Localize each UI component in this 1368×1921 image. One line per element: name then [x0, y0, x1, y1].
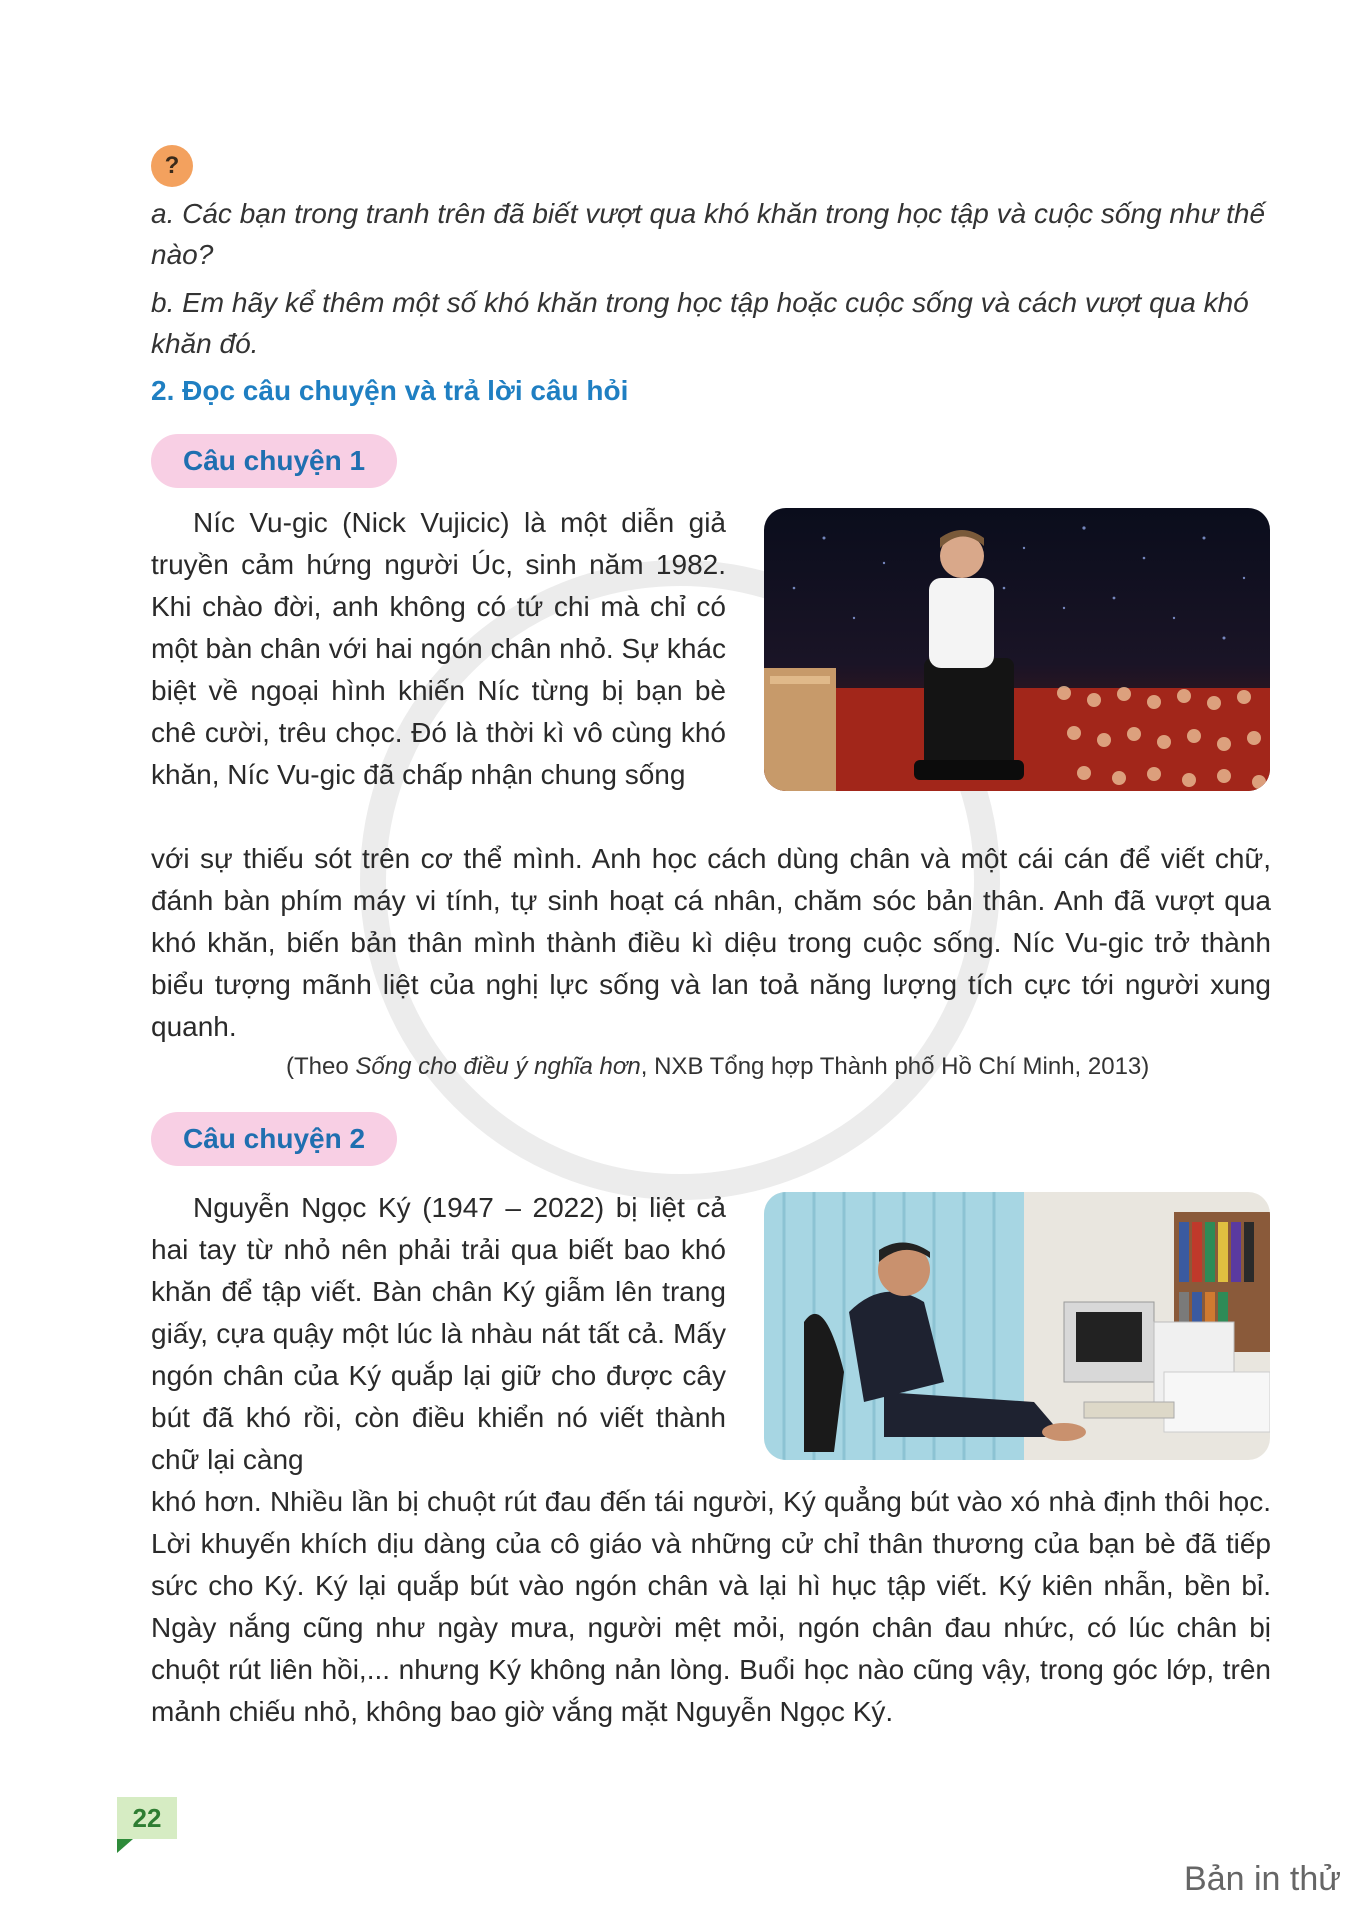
nguyen-ngoc-ky-writing-image — [764, 1192, 1270, 1460]
story2-text-left: Nguyễn Ngọc Ký (1947 – 2022) bị liệt cả hai tay từ nhỏ nên phải trải qua biết bao khó khăn để tập viết. Bàn chân Ký giẫm lên trang giấy, cựa quậy một lúc là nhàu nát tất cả. Mấy ngón chân của Ký quắp lại giữ cho được cây bút đã khó rồi, còn điều khiển nó viết thành chữ lại càng — [151, 1192, 726, 1475]
question-icon: ? — [151, 145, 193, 187]
section-title: 2. Đọc câu chuyện và trả lời câu hỏi — [151, 375, 629, 406]
proof-label: Bản in thử — [1184, 1860, 1341, 1898]
story1-text-full: với sự thiếu sót trên cơ thể mình. Anh học cách dùng chân và một cái cán để viết chữ, đánh bàn phím máy vi tính, tự sinh hoạt cá nhân, chăm sóc bản thân. Anh đã vượt qua khó khăn, biến bản thân mình thành điều kì diệu trong cuộc sống. Níc Vu-gic trở thành biểu tượng mãnh liệt của nghị lực sống và lan toả năng lượng tích cực tới người xung quanh. — [151, 843, 1271, 1042]
question-a: a. Các bạn trong tranh trên đã biết vượt qua khó khăn trong học tập và cuộc sống như thế nào? — [151, 198, 1266, 270]
story1-label: Câu chuyện 1 — [151, 434, 397, 488]
story2-label: Câu chuyện 2 — [151, 1112, 397, 1166]
page-number-tab — [117, 1839, 133, 1853]
story2-photo — [764, 1192, 1270, 1460]
question-b: b. Em hãy kể thêm một số khó khăn trong học tập hoặc cuộc sống và cách vượt qua khó khăn đó. — [151, 287, 1249, 359]
story1-citation: (Theo Sống cho điều ý nghĩa hơn, NXB Tổng hợp Thành phố Hồ Chí Minh, 2013) — [286, 1053, 1150, 1080]
page-number: 22 — [117, 1797, 177, 1839]
story2-text-full: khó hơn. Nhiều lần bị chuột rút đau đến tái người, Ký quẳng bút vào xó nhà định thôi học. Lời khuyến khích dịu dàng của cô giáo và những cử chỉ thân thương của bạn bè đã tiếp sức cho Ký. Ký lại quắp bút vào ngón chân và lại hì hục tập viết. Ký kiên nhẫn, bền bỉ. Ngày nắng cũng như ngày mưa, người mệt mỏi, ngón chân đau nhức, có lúc chân bị chuột rút liên hồi,... nhưng Ký không nản lòng. Buổi học nào cũng vậy, trong góc lớp, trên mảnh chiếu nhỏ, không bao giờ vắng mặt Nguyễn Ngọc Ký. — [151, 1486, 1271, 1727]
story1-text-left: Níc Vu-gic (Nick Vujicic) là một diễn giả truyền cảm hứng người Úc, sinh năm 1982. Khi chào đời, anh không có tứ chi mà chỉ có một bàn chân với hai ngón chân nhỏ. Sự khác biệt về ngoại hình khiến Níc từng bị bạn bè chê cười, trêu chọc. Đó là thời kì vô cùng khó khăn, Níc Vu-gic đã chấp nhận chung sống — [151, 507, 726, 790]
story1-photo — [764, 508, 1270, 791]
nick-vujicic-stage-image — [764, 508, 1270, 791]
